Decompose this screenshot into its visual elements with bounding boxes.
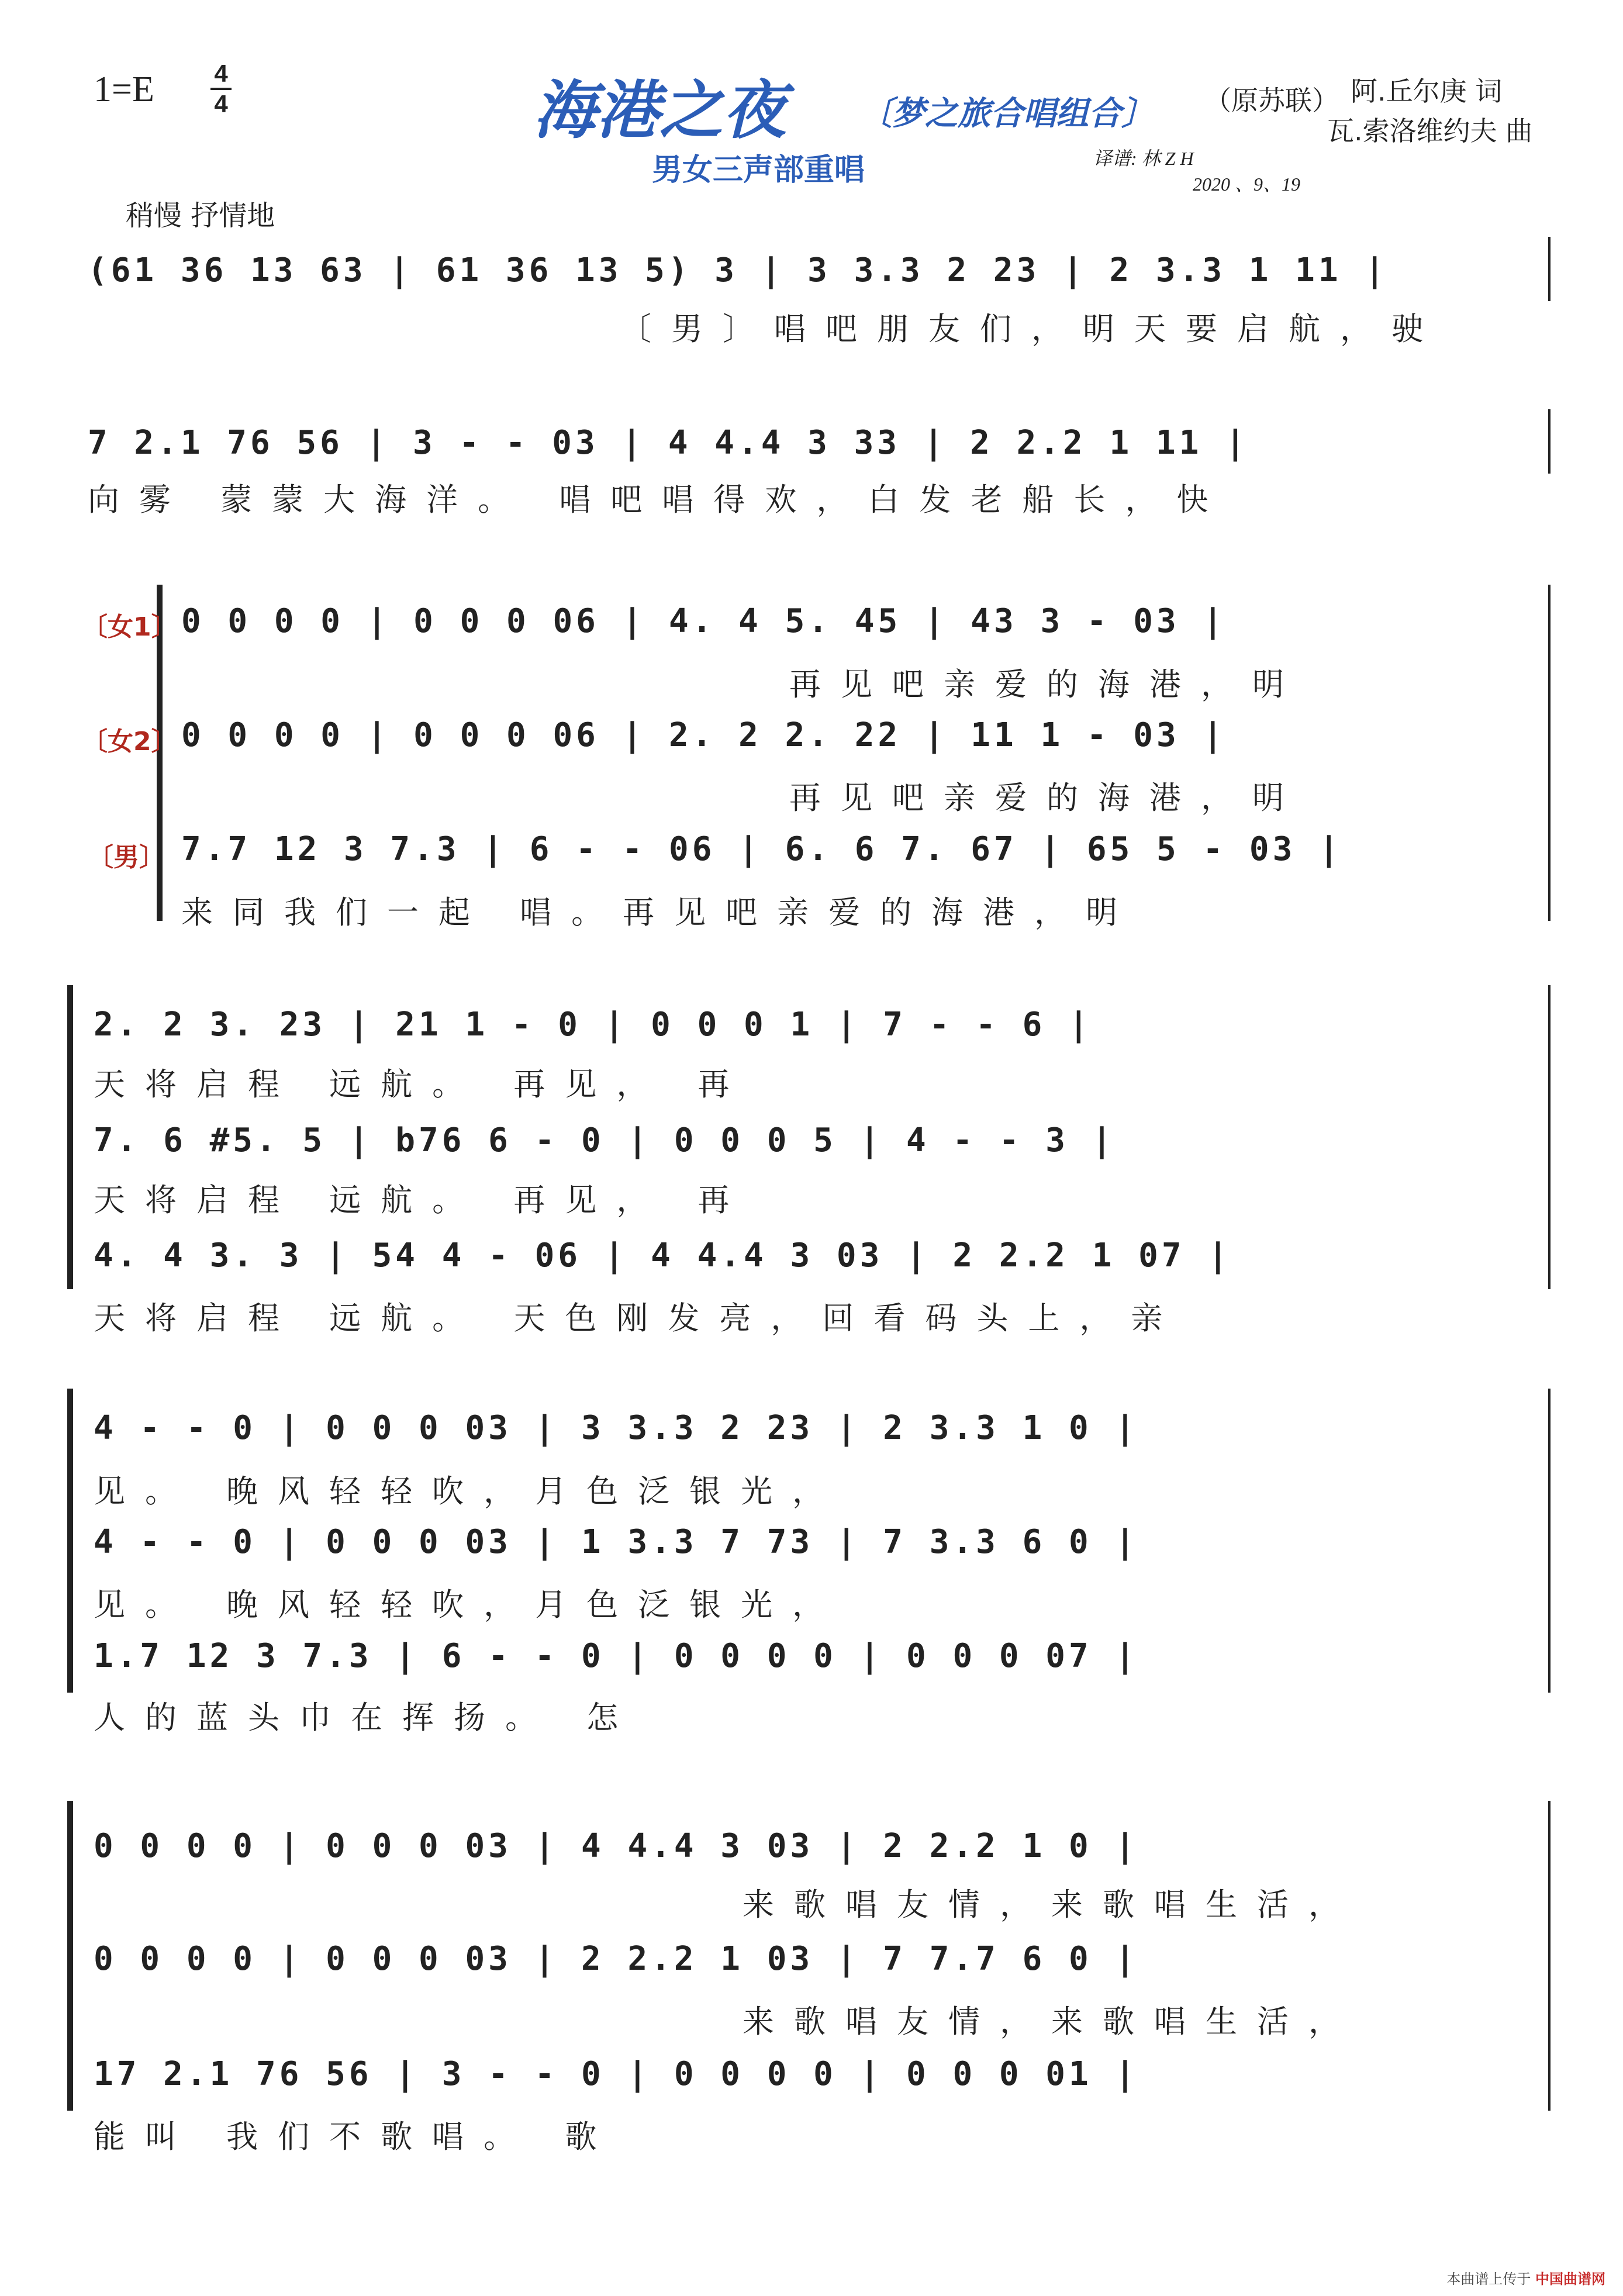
- notation-row: 4. 4 3. 3 | 54 4 - 06 | 4 4.4 3 03 | 2 2.2 1 07 |: [94, 1237, 1232, 1275]
- lyrics-row: 见。 晚风轻轻吹，月色泛银光，: [94, 1473, 844, 1510]
- lyrics-row: 天将启程 远航。 再见， 再: [94, 1066, 750, 1103]
- lyrics-row: 人的蓝头巾在挥扬。 怎: [94, 1699, 638, 1736]
- notation-row: 7. 6 #5. 5 | b76 6 - 0 | 0 0 0 5 | 4 - - 3 |: [94, 1121, 1116, 1159]
- notation-row: 7 2.1 76 56 | 3 - - 03 | 4 4.4 3 33 | 2 2.2 1 11 |: [88, 424, 1249, 462]
- notation-row: 2. 2 3. 23 | 21 1 - 0 | 0 0 0 1 | 7 - - 6 |: [94, 1006, 1092, 1044]
- lyrics-row: 见。 晚风轻轻吹，月色泛银光，: [94, 1586, 844, 1623]
- song-title: 海港之夜: [533, 74, 786, 147]
- lyricist: 阿.丘尔庚 词: [1351, 75, 1503, 107]
- meter-bottom: 4: [214, 90, 228, 118]
- tempo-marking: 稍慢 抒情地: [126, 199, 275, 232]
- voicing: 男女三声部重唱: [652, 153, 865, 188]
- voice-label-female-1: 〔女1〕: [82, 612, 177, 642]
- song-subtitle: 〔梦之旅合唱组合〕: [859, 95, 1154, 133]
- notation-row: 0 0 0 0 | 0 0 0 06 | 2. 2 2. 22 | 11 1 - 03 |: [181, 716, 1227, 754]
- lyrics-row: 来同我们一起 唱。再见吧亲爱的海港，明: [181, 894, 1138, 931]
- lyrics-row: 再见吧亲爱的海港，明: [789, 666, 1304, 703]
- time-signature: [210, 61, 232, 117]
- lyrics-row: 天将启程 远航。 再见， 再: [94, 1182, 750, 1218]
- notation-row: 1.7 12 3 7.3 | 6 - - 0 | 0 0 0 0 | 0 0 0 07 |: [94, 1637, 1139, 1675]
- barline: [1548, 1389, 1551, 1693]
- system-brace: [67, 1389, 73, 1693]
- footer-text: 本曲谱上传于: [1446, 2271, 1531, 2287]
- barline: [1548, 1801, 1551, 2111]
- notation-row: 4 - - 0 | 0 0 0 03 | 3 3.3 2 23 | 2 3.3 1 0 |: [94, 1409, 1139, 1447]
- notation-row: 17 2.1 76 56 | 3 - - 0 | 0 0 0 0 | 0 0 0 01 |: [94, 2055, 1139, 2093]
- notation-row: 0 0 0 0 | 0 0 0 06 | 4. 4 5. 45 | 43 3 - 03 |: [181, 602, 1227, 640]
- notation-row: 7.7 12 3 7.3 | 6 - - 06 | 6. 6 7. 67 | 65 5 - 03 |: [181, 830, 1342, 868]
- barline: [1548, 237, 1551, 301]
- lyrics-row: 再见吧亲爱的海港，明: [789, 779, 1304, 816]
- notation-row: 0 0 0 0 | 0 0 0 03 | 2 2.2 1 03 | 7 7.7 6 0 |: [94, 1940, 1139, 1978]
- barline: [1548, 409, 1551, 474]
- transcription-date: 2020 、9、19: [1193, 174, 1301, 195]
- site-logo: 中国曲谱网: [1535, 2271, 1605, 2287]
- lyrics-row: 能叫 我们不歌唱。 歌: [94, 2118, 617, 2155]
- composer: 瓦.索洛维约夫 曲: [1327, 115, 1533, 147]
- lyrics-row: 向雾 蒙蒙大海洋。 唱吧唱得欢，白发老船长，快: [88, 481, 1228, 518]
- system-brace: [67, 985, 73, 1289]
- lyrics-row: 来歌唱友情，来歌唱生活，: [743, 1886, 1360, 1923]
- transcriber: 译谱: 林 Z H: [1093, 148, 1194, 169]
- footer-credit: [1446, 2267, 1605, 2288]
- key-signature: 1=E: [94, 70, 154, 109]
- meter-top: 4: [214, 60, 228, 87]
- notation-row: 0 0 0 0 | 0 0 0 03 | 4 4.4 3 03 | 2 2.2 1 0 |: [94, 1827, 1139, 1865]
- system-brace: [67, 1801, 73, 2111]
- lyrics-row: 〔男〕唱吧朋友们，明天要启航，驶: [620, 310, 1443, 347]
- lyrics-row: 来歌唱友情，来歌唱生活，: [743, 2003, 1360, 2040]
- barline: [1548, 585, 1551, 921]
- barline: [1548, 985, 1551, 1289]
- notation-row: (61 36 13 63 | 61 36 13 5) 3 | 3 3.3 2 23 | 2 3.3 1 11 |: [88, 251, 1389, 289]
- notation-row: 4 - - 0 | 0 0 0 03 | 1 3.3 7 73 | 7 3.3 6 0 |: [94, 1523, 1139, 1561]
- song-origin: （原苏联）: [1204, 85, 1339, 116]
- voice-label-male: 〔男〕: [88, 843, 165, 872]
- voice-label-female-2: 〔女2〕: [82, 727, 177, 757]
- lyrics-row: 天将启程 远航。 天色刚发亮，回看码头上，亲: [94, 1300, 1183, 1337]
